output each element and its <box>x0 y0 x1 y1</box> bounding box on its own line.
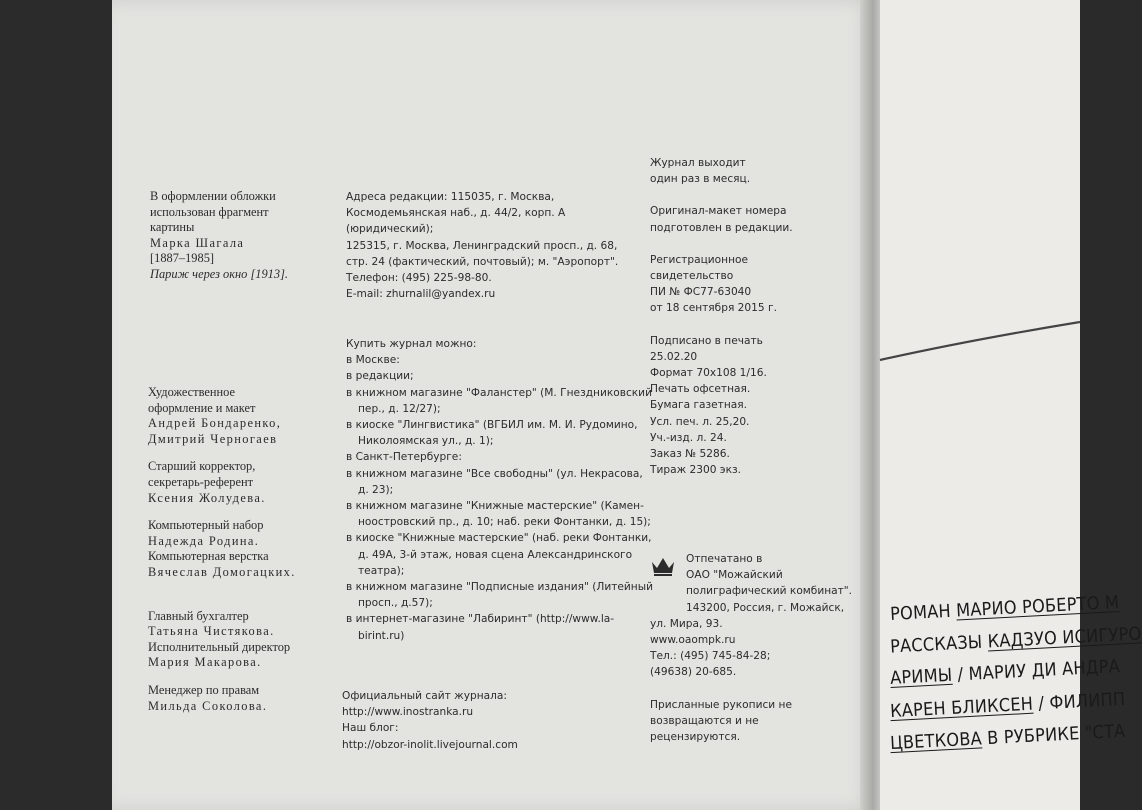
painting-title: Париж через окно [1913]. <box>150 266 288 281</box>
artist-name: Марка Шагала <box>150 235 245 250</box>
buy-line: театра); <box>358 564 405 577</box>
staff-block <box>148 683 348 714</box>
cover-credit <box>150 189 340 283</box>
phone-line: Телефон: (495) 225-98-80. <box>346 272 492 285</box>
layout-note-line: подготовлен в редакции. <box>650 221 793 234</box>
printer-info <box>650 551 860 745</box>
staff-role: Главный бухгалтер <box>148 608 249 623</box>
left-column <box>150 189 340 283</box>
address-line: 125315, г. Москва, Ленинградский просп., д. 68, <box>346 239 618 252</box>
print-info-line: Бумага газетная. <box>650 399 747 412</box>
frequency-line: Журнал выходит <box>650 157 746 169</box>
promo-author: / МАРИУ ДИ АНДРА <box>951 655 1121 686</box>
printer-line: ОАО "Можайский <box>686 569 783 582</box>
staff-list <box>148 385 348 714</box>
layout-note-line: Оригинал-макет номера <box>650 205 787 218</box>
artist-years: [1887–1985] <box>150 251 215 266</box>
staff-name: Мильда Соколова. <box>148 698 268 713</box>
blog-url: http://obzor-inolit.livejournal.com <box>342 738 518 751</box>
staff-name: Мария Макарова. <box>148 655 262 670</box>
print-info-line: Уч.-изд. л. 24. <box>650 431 727 444</box>
print-info-line: Подписано в печать <box>650 334 763 347</box>
decorative-swoosh <box>880 300 1080 380</box>
registration-line: ПИ № ФС77-63040 <box>650 286 752 299</box>
staff-block <box>148 609 348 671</box>
promo-author: КАДЗУО ИСИГУРО <box>987 623 1142 653</box>
print-info-line: Формат 70х108 1/16. <box>650 367 767 380</box>
print-info-line: Усл. печ. л. 25,20. <box>650 415 750 428</box>
staff-role: Художественное <box>148 385 235 399</box>
site-url: http://www.inostranka.ru <box>342 706 474 719</box>
where-to-buy <box>346 336 653 644</box>
promo-label: РОМАН <box>889 600 957 625</box>
buy-line: в книжном магазине "Подписные издания" (Литейный <box>346 581 653 594</box>
middle-column <box>346 189 646 302</box>
staff-block <box>148 385 348 447</box>
email-line: E-mail: zhurnalil@yandex.ru <box>346 288 496 301</box>
staff-block <box>148 459 348 506</box>
staff-role: Компьютерная верстка <box>148 549 269 564</box>
registration-line: Регистрационное <box>650 253 748 266</box>
buy-line: в книжном магазине "Книжные мастерские" (Камен- <box>346 500 644 513</box>
blog-label: Наш блог: <box>342 722 399 735</box>
buy-line: в Санкт-Петербурге: <box>346 451 462 464</box>
cover-credit-line: использован фрагмент <box>150 204 269 219</box>
cover-credit-line: В оформлении обложки <box>150 189 276 203</box>
frequency-line: один раз в месяц. <box>650 173 751 186</box>
registration-line: свидетельство <box>650 270 734 283</box>
manuscripts-line: возвращаются и не <box>650 714 759 727</box>
printer-line: полиграфический комбинат". <box>686 585 853 598</box>
staff-name: Дмитрий Черногаев <box>148 431 278 446</box>
site-label: Официальный сайт журнала: <box>342 690 507 702</box>
printer-line: Отпечатано в <box>686 553 763 565</box>
promo-author: МАРИО РОБЕРТО М <box>955 592 1120 622</box>
print-info-line: Печать офсетная. <box>650 383 751 396</box>
buy-line: Николоямская ул., д. 1); <box>358 435 494 448</box>
buy-line: в редакции; <box>346 370 414 383</box>
address-line: Адреса редакции: 115035, г. Москва, <box>346 191 555 203</box>
promo-label: В РУБРИКЕ "СТА <box>981 720 1126 750</box>
staff-name: Надежда Родина. <box>148 533 260 548</box>
buy-line: в книжном магазине "Все свободны" (ул. Некрасова, <box>346 467 643 480</box>
printer-phone: Тел.: (495) 745-84-28; <box>650 650 771 663</box>
buy-line: в Москве: <box>346 354 400 367</box>
buy-line: пер., д. 12/27); <box>358 402 441 415</box>
buy-heading: Купить журнал можно: <box>346 338 477 350</box>
staff-role: Исполнительный директор <box>148 639 291 654</box>
address-line: Космодемьянская наб., д. 44/2, корп. А <box>346 207 566 220</box>
buy-line: birint.ru) <box>358 629 405 642</box>
next-page <box>880 0 1080 810</box>
website-info <box>342 688 642 753</box>
staff-name: Татьяна Чистякова. <box>148 624 275 639</box>
print-info-line: 25.02.20 <box>650 350 698 363</box>
cover-credit-line: картины <box>150 220 195 235</box>
staff-name: Андрей Бондаренко, <box>148 416 282 431</box>
crown-icon <box>650 553 676 579</box>
address-line: (юридический); <box>346 223 434 236</box>
buy-line: просп., д.57); <box>358 597 433 610</box>
right-column <box>650 155 860 478</box>
promo-author: КАРЕН БЛИКСЕН <box>889 693 1034 723</box>
printer-website: www.oaompk.ru <box>650 634 736 647</box>
editorial-address <box>346 189 646 302</box>
manuscripts-line: рецензируются. <box>650 731 741 744</box>
staff-role: Менеджер по правам <box>148 682 260 697</box>
staff-role: Старший корректор, <box>148 459 256 474</box>
staff-block <box>148 518 348 580</box>
buy-line: в киоске "Книжные мастерские" (наб. реки Фонтанки, <box>346 532 652 545</box>
staff-role: оформление и макет <box>148 400 256 415</box>
staff-role: Компьютерный набор <box>148 518 264 533</box>
manuscripts-line: Присланные рукописи не <box>650 698 792 711</box>
printer-line: ул. Мира, 93. <box>650 617 723 630</box>
buy-line: в книжном магазине "Фаланстер" (М. Гнездниковский <box>346 386 652 399</box>
registration-line: от 18 сентября 2015 г. <box>650 302 777 315</box>
buy-line: ноостровский пр., д. 10; наб. реки Фонтанки, д. 15); <box>358 516 651 529</box>
promo-author: / ФИЛИПП <box>1032 688 1126 715</box>
printer-phone: (49638) 20-685. <box>650 666 737 679</box>
buy-line: д. 49А, 3-й этаж, новая сцена Александринского <box>358 548 633 561</box>
buy-line: д. 23); <box>358 483 394 496</box>
address-line: стр. 24 (фактический, почтовый); м. "Аэропорт". <box>346 255 619 268</box>
printer-line: 143200, Россия, г. Можайск, <box>686 601 845 614</box>
buy-line: в киоске "Лингвистика" (ВГБИЛ им. М. И. Рудомино, <box>346 419 638 432</box>
print-info-line: Тираж 2300 экз. <box>650 464 742 477</box>
staff-name: Вячеслав Домогацких. <box>148 564 296 579</box>
print-info-line: Заказ № 5286. <box>650 448 730 461</box>
promo-author: ЦВЕТКОВА <box>889 728 983 755</box>
background-dark <box>0 0 118 810</box>
staff-name: Ксения Жолудева. <box>148 490 266 505</box>
promo-author: АРИМЫ <box>889 664 953 690</box>
promo-label: РАССКАЗЫ <box>889 631 989 658</box>
buy-line: в интернет-магазине "Лабиринт" (http://www.la- <box>346 613 615 626</box>
staff-role: секретарь-референт <box>148 474 254 489</box>
